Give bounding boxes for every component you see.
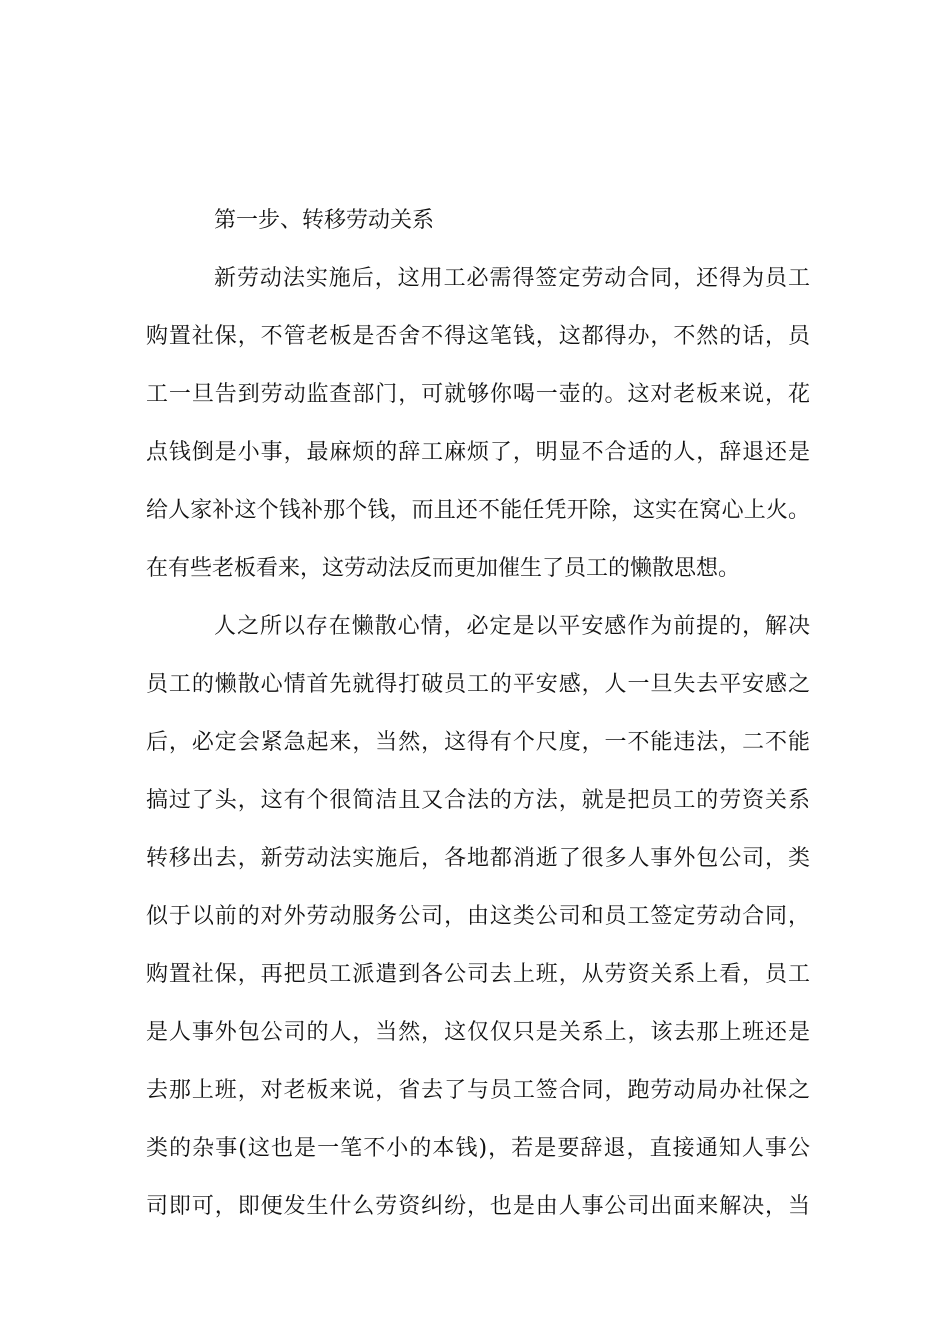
paragraph-line: 员工的懒散心情首先就得打破员工的平安感，人一旦失去平安感之 (146, 672, 810, 697)
section-heading: 第一步、转移劳动关系 (214, 208, 435, 233)
paragraph-line: 新劳动法实施后，这用工必需得签定劳动合同，还得为员工 (214, 266, 810, 291)
paragraph-line: 给人家补这个钱补那个钱，而且还不能任凭开除，这实在窝心上火。 (146, 498, 810, 523)
paragraph-line: 人之所以存在懒散心情，必定是以平安感作为前提的，解决 (214, 614, 810, 639)
paragraph-line: 是人事外包公司的人，当然，这仅仅只是关系上，该去那上班还是 (146, 1020, 810, 1045)
paragraph-line: 购置社保，再把员工派遣到各公司去上班，从劳资关系上看，员工 (146, 962, 810, 987)
paragraph-line: 点钱倒是小事，最麻烦的辞工麻烦了，明显不合适的人，辞退还是 (146, 440, 810, 465)
paragraph-2 (146, 598, 810, 1236)
paragraph-line: 搞过了头，这有个很简洁且又合法的方法，就是把员工的劳资关系 (146, 788, 810, 813)
paragraph-line: 司即可，即便发生什么劳资纠纷，也是由人事公司出面来解决，当 (146, 1194, 810, 1219)
paragraph-line: 类的杂事(这也是一笔不小的本钱)，若是要辞退，直接通知人事公 (146, 1136, 810, 1161)
paragraph-line: 在有些老板看来，这劳动法反而更加催生了员工的懒散思想。 (146, 556, 741, 581)
paragraph-line: 工一旦告到劳动监查部门，可就够你喝一壶的。这对老板来说，花 (146, 382, 810, 407)
paragraph-1 (146, 250, 810, 598)
paragraph-line: 转移出去，新劳动法实施后，各地都消逝了很多人事外包公司，类 (146, 846, 810, 871)
paragraph-line: 购置社保，不管老板是否舍不得这笔钱，这都得办，不然的话，员 (146, 324, 810, 349)
paragraph-line: 后，必定会紧急起来，当然，这得有个尺度，一不能违法，二不能 (146, 730, 810, 755)
document-body (146, 192, 810, 1236)
paragraph-line: 似于以前的对外劳动服务公司，由这类公司和员工签定劳动合同， (146, 904, 810, 929)
paragraph-line: 去那上班，对老板来说，省去了与员工签合同，跑劳动局办社保之 (146, 1078, 810, 1103)
